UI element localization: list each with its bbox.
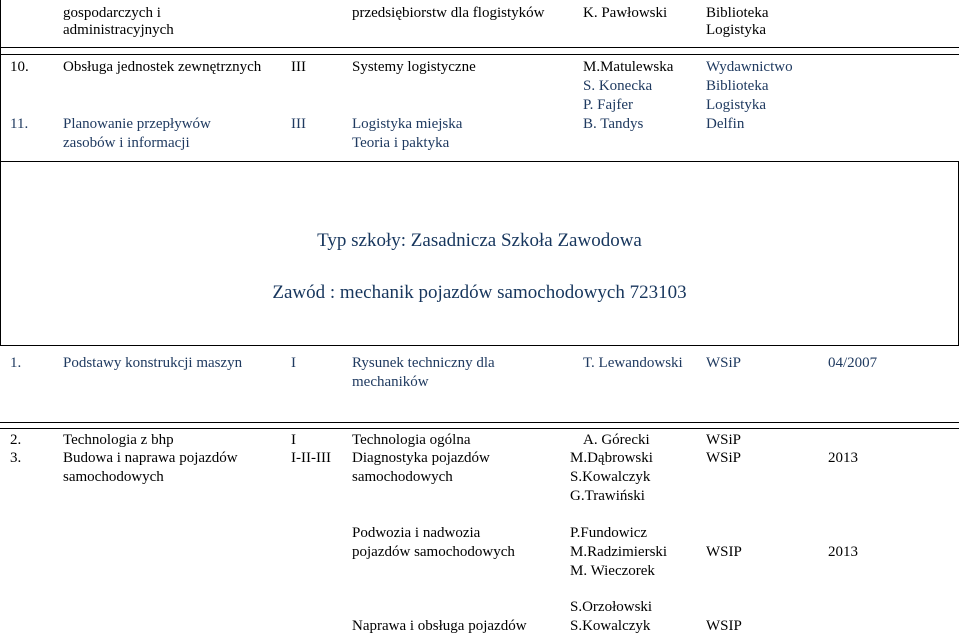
profession-heading: Zawód : mechanik pojazdów samochodowych 723103 xyxy=(272,282,687,303)
row-11-publisher: Delfin xyxy=(706,116,745,132)
row-3-subject-2: samochodowych xyxy=(63,469,164,485)
table-border-5 xyxy=(0,428,959,429)
row-3-publisher: WSiP xyxy=(706,450,742,466)
row-3-author-2: S.Kowalczyk xyxy=(570,469,651,485)
top-author: K. Pawłowski xyxy=(583,5,668,21)
row-3b-author-2: M.Radzimierski xyxy=(570,544,668,560)
row-10-publisher-2: Biblioteka xyxy=(706,78,769,94)
row-3b-publisher: WSIP xyxy=(706,544,742,560)
row-2-author: A. Górecki xyxy=(583,432,650,448)
row-1-program-1: Rysunek techniczny dla xyxy=(352,355,495,371)
row-3-subject-1: Budowa i naprawa pojazdów xyxy=(63,450,238,466)
top-program: przedsiębiorstw dla flogistyków xyxy=(352,5,545,21)
table-border-3 xyxy=(0,161,959,162)
row-10-level: III xyxy=(291,59,306,75)
row-10-publisher-1: Wydawnictwo xyxy=(706,59,793,75)
section-border-bottom xyxy=(0,345,959,346)
row-11-subject-2: zasobów i informacji xyxy=(63,135,190,151)
row-11-subject-1: Planowanie przepływów xyxy=(63,116,211,132)
row-3b-program-2: pojazdów samochodowych xyxy=(352,544,515,560)
row-11-no: 11. xyxy=(10,116,29,132)
top-subject-1: gospodarczych i xyxy=(63,5,161,21)
row-2-subject: Technologia z bhp xyxy=(63,432,174,448)
row-3-approval: 2013 xyxy=(828,450,858,466)
table-border-4 xyxy=(0,422,959,423)
row-3-level: I-II-III xyxy=(291,450,331,466)
row-1-program-2: mechaników xyxy=(352,374,429,390)
row-2-no: 2. xyxy=(10,432,22,448)
top-subject-2: administracyjnych xyxy=(63,22,174,38)
row-10-author-2: S. Konecka xyxy=(583,78,653,94)
row-11-program-1: Logistyka miejska xyxy=(352,116,463,132)
top-publisher-1: Biblioteka xyxy=(706,5,769,21)
row-2-publisher: WSiP xyxy=(706,432,742,448)
row-3b-program-1: Podwozia i nadwozia xyxy=(352,525,481,541)
row-3b-author-3: M. Wieczorek xyxy=(570,563,655,579)
row-11-program-2: Teoria i paktyka xyxy=(352,135,450,151)
row-10-program: Systemy logistyczne xyxy=(352,59,476,75)
row-3c-author-1: S.Orzołowski xyxy=(570,599,653,615)
row-3b-author-1: P.Fundowicz xyxy=(570,525,648,541)
row-1-subject: Podstawy konstrukcji maszyn xyxy=(63,355,243,371)
section-border-left xyxy=(0,161,1,346)
row-2-level: I xyxy=(291,432,296,448)
row-3-program-1: Diagnostyka pojazdów xyxy=(352,450,490,466)
row-3-program-2: samochodowych xyxy=(352,469,453,485)
row-3c-program: Naprawa i obsługa pojazdów xyxy=(352,618,527,634)
row-11-author: B. Tandys xyxy=(583,116,644,132)
table-border-top-1 xyxy=(0,47,959,48)
row-11-level: III xyxy=(291,116,306,132)
row-1-publisher: WSiP xyxy=(706,355,742,371)
row-2-program: Technologia ogólna xyxy=(352,432,471,448)
row-10-author-1: M.Matulewska xyxy=(583,59,674,75)
table-border-2 xyxy=(0,54,959,55)
row-1-no: 1. xyxy=(10,355,22,371)
row-3-author-1: M.Dąbrowski xyxy=(570,450,653,466)
row-3-author-3: G.Trawiński xyxy=(570,488,645,504)
row-10-publisher-3: Logistyka xyxy=(706,97,766,113)
row-10-no: 10. xyxy=(10,59,29,75)
row-10-author-3: P. Fajfer xyxy=(583,97,633,113)
top-publisher-2: Logistyka xyxy=(706,22,766,38)
row-1-author: T. Lewandowski xyxy=(583,355,683,371)
row-3c-publisher: WSIP xyxy=(706,618,742,634)
school-type-heading: Typ szkoły: Zasadnicza Szkoła Zawodowa xyxy=(317,230,642,251)
row-1-level: I xyxy=(291,355,296,371)
row-3-no: 3. xyxy=(10,450,22,466)
row-10-subject: Obsługa jednostek zewnętrznych xyxy=(63,59,262,75)
table-border-left xyxy=(0,0,1,162)
row-3c-author-2: S.Kowalczyk xyxy=(570,618,651,634)
row-3b-approval: 2013 xyxy=(828,544,858,560)
row-1-approval: 04/2007 xyxy=(828,355,878,371)
